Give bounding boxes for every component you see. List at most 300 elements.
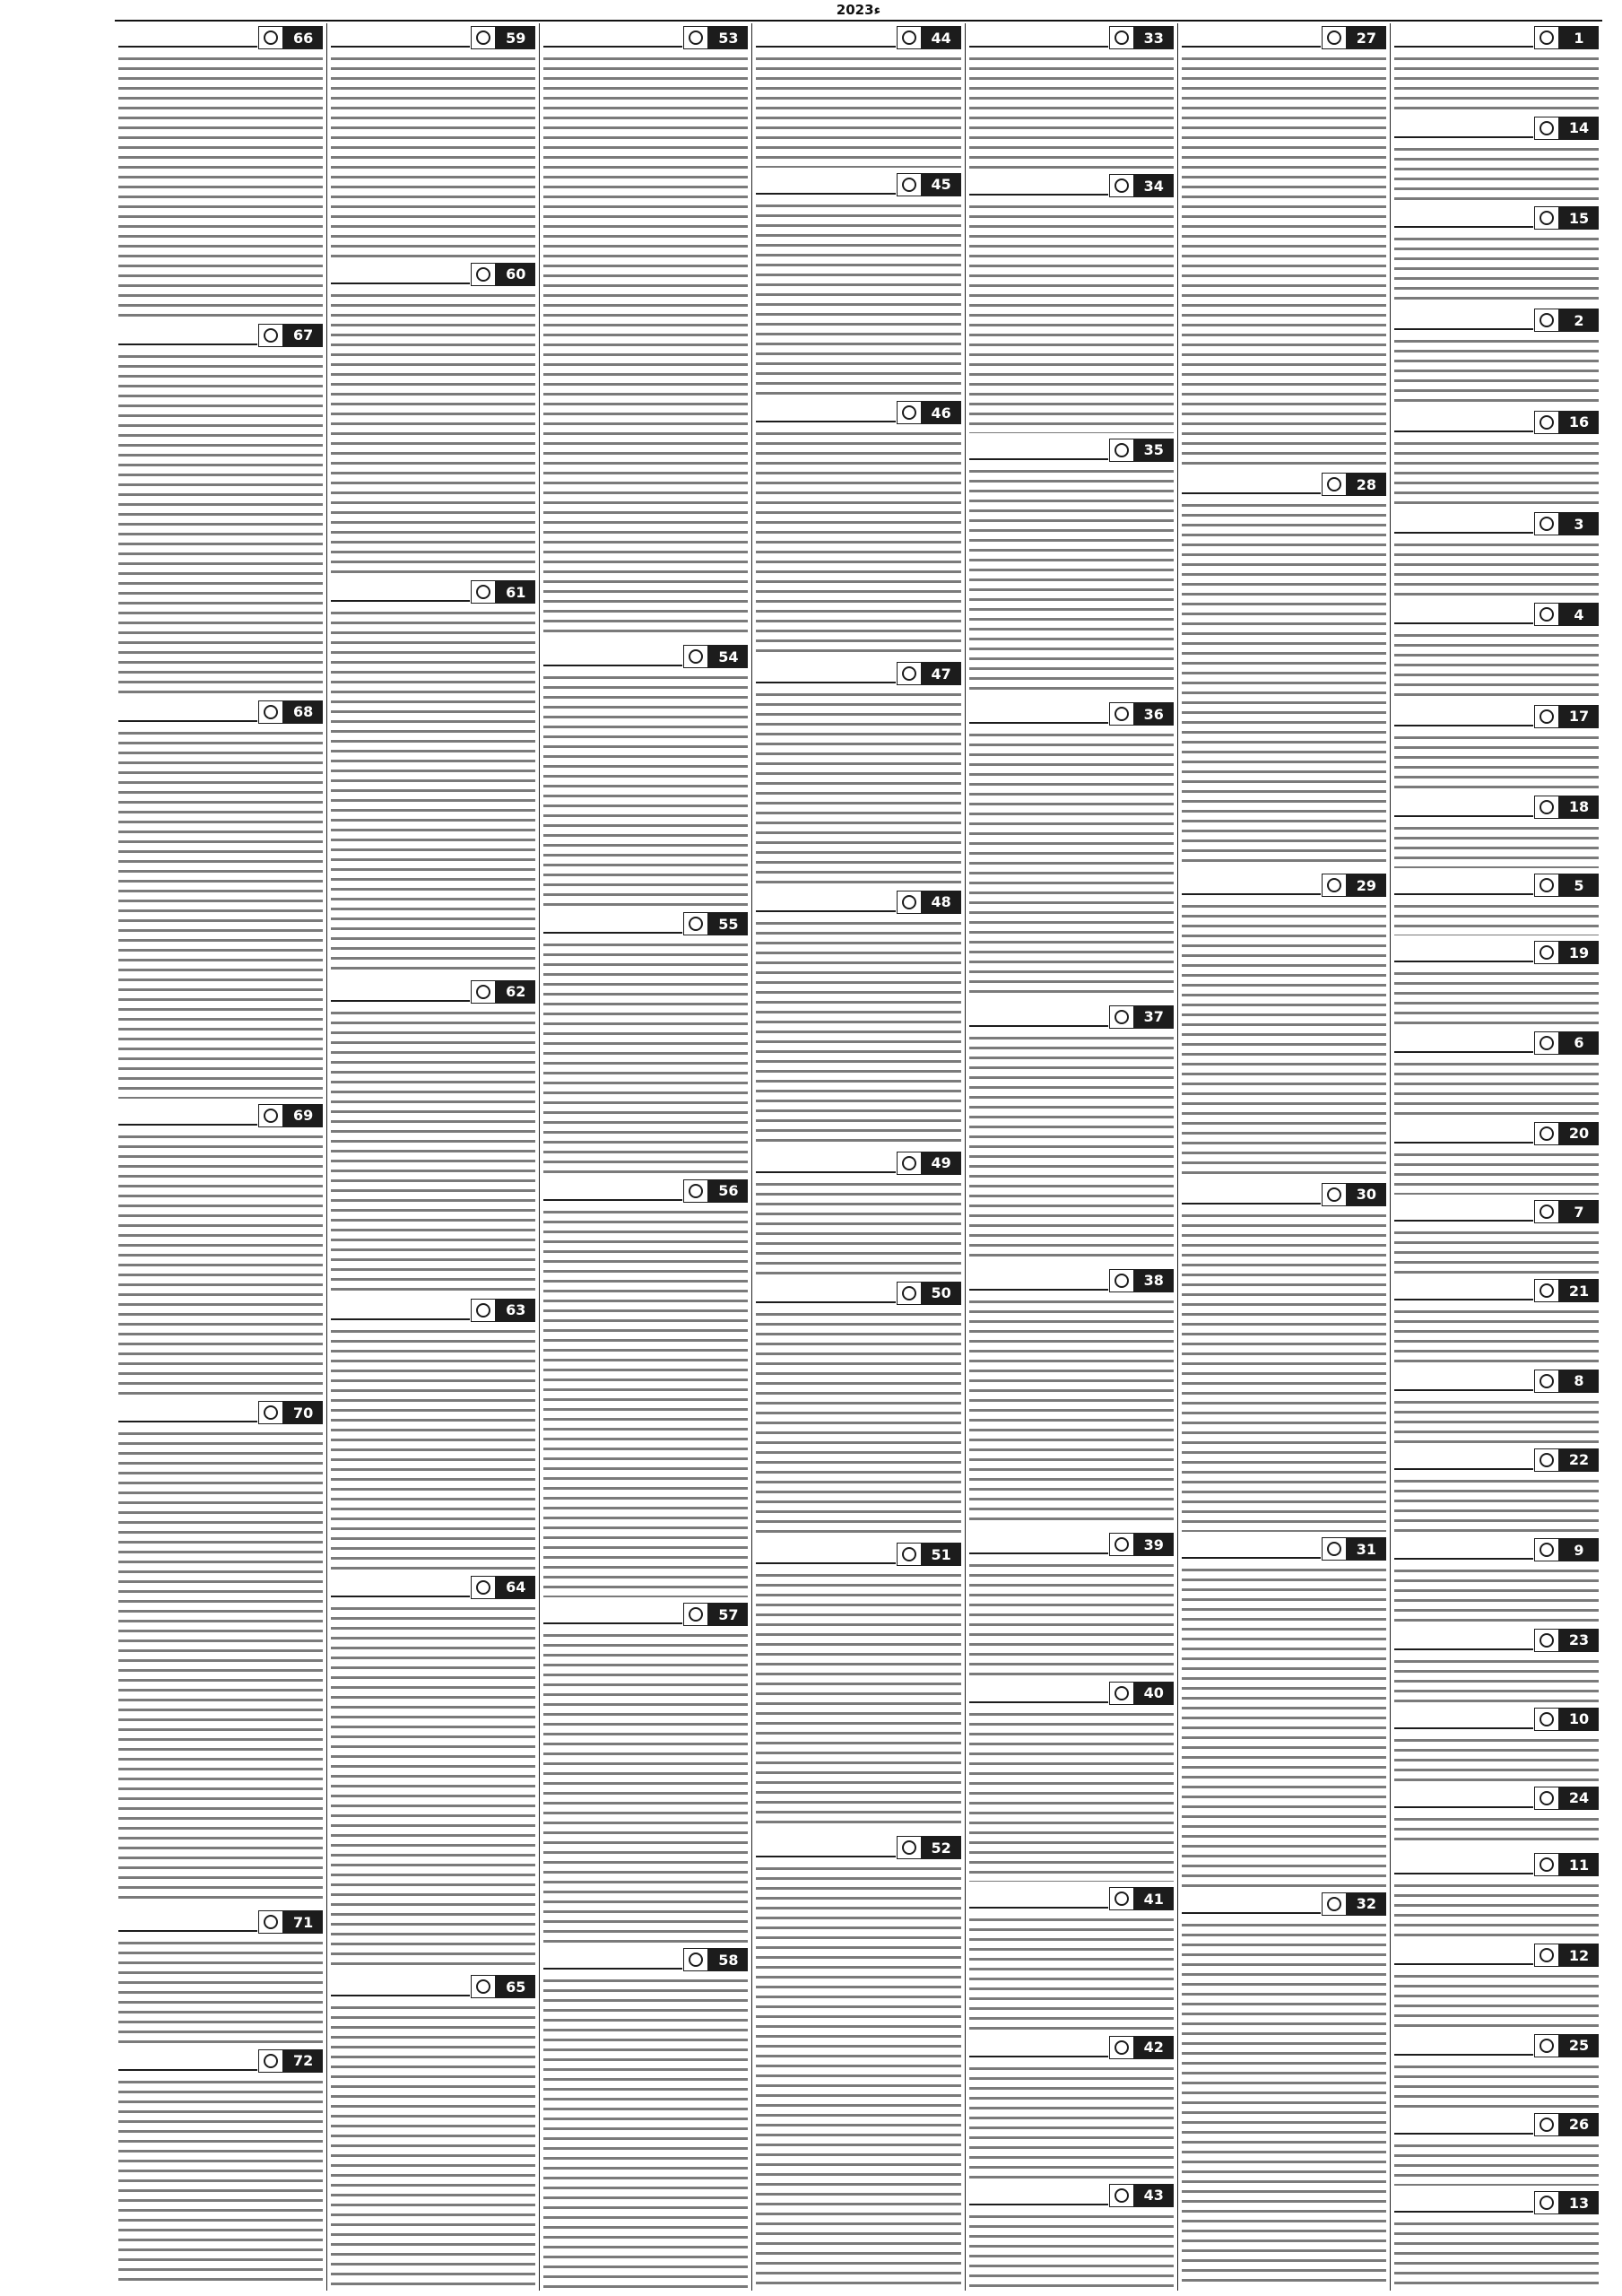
news-item-header bbox=[1182, 874, 1386, 897]
logo-mark-icon bbox=[689, 917, 703, 931]
news-item-number: 35 bbox=[1134, 439, 1174, 462]
logo-mark-icon bbox=[1540, 1633, 1554, 1648]
news-item-number: 23 bbox=[1559, 1629, 1599, 1652]
news-item bbox=[1394, 306, 1599, 408]
header-rule bbox=[1394, 411, 1533, 432]
news-item-number: 32 bbox=[1347, 1892, 1386, 1916]
logo-mark-icon bbox=[1540, 1857, 1554, 1872]
news-column-3 bbox=[965, 23, 1177, 2291]
news-item-text bbox=[1394, 335, 1599, 405]
logo-mark-icon bbox=[476, 30, 490, 45]
news-item-text bbox=[331, 53, 535, 257]
news-item-text bbox=[1182, 1564, 1386, 1887]
header-rule bbox=[331, 263, 470, 284]
newspaper-logo-icon bbox=[683, 26, 708, 49]
newspaper-logo-icon bbox=[1109, 702, 1134, 726]
logo-mark-icon bbox=[264, 1109, 278, 1123]
news-item bbox=[1182, 1180, 1386, 1535]
news-item-text bbox=[969, 1032, 1174, 1264]
header-rule bbox=[118, 1401, 257, 1422]
newspaper-logo-icon bbox=[897, 1282, 922, 1305]
news-item-text bbox=[543, 53, 748, 639]
news-item-header bbox=[1394, 1448, 1599, 1472]
news-item-number: 31 bbox=[1347, 1537, 1386, 1561]
logo-mark-icon bbox=[264, 328, 278, 343]
newspaper-logo-icon bbox=[471, 980, 496, 1004]
logo-mark-icon bbox=[476, 585, 490, 599]
news-item-header bbox=[118, 324, 323, 347]
news-item-number: 60 bbox=[496, 263, 535, 286]
news-item-header bbox=[756, 1152, 960, 1175]
newspaper-logo-icon bbox=[1534, 1200, 1559, 1223]
newspaper-logo-icon bbox=[471, 580, 496, 604]
news-item-text bbox=[1394, 539, 1599, 597]
news-item-number: 8 bbox=[1559, 1370, 1599, 1393]
news-item-text bbox=[1394, 1880, 1599, 1938]
header-rule bbox=[969, 1682, 1108, 1703]
news-item-number: 42 bbox=[1134, 2036, 1174, 2059]
news-item-number: 51 bbox=[922, 1543, 961, 1566]
newspaper-logo-icon bbox=[471, 1975, 496, 1998]
news-item-header bbox=[1394, 1279, 1599, 1302]
news-item-header bbox=[1394, 411, 1599, 434]
news-item bbox=[1394, 1029, 1599, 1119]
news-item bbox=[1394, 1705, 1599, 1784]
logo-mark-icon bbox=[1540, 1543, 1554, 1557]
logo-mark-icon bbox=[902, 30, 916, 45]
news-item-number: 67 bbox=[283, 324, 323, 347]
news-item-text bbox=[756, 1570, 960, 1831]
news-item-number: 34 bbox=[1134, 174, 1174, 197]
news-item bbox=[1394, 408, 1599, 510]
news-item-number: 1 bbox=[1559, 26, 1599, 49]
news-item-text bbox=[1394, 1656, 1599, 1702]
news-item-number: 71 bbox=[283, 1910, 323, 1934]
news-item-header bbox=[543, 912, 748, 935]
newspaper-logo-icon bbox=[258, 700, 283, 724]
news-item-text bbox=[543, 672, 748, 907]
news-item-header bbox=[1394, 309, 1599, 332]
news-item-header bbox=[756, 26, 960, 49]
logo-mark-icon bbox=[1540, 1036, 1554, 1050]
news-item-number: 6 bbox=[1559, 1031, 1599, 1055]
news-item-number: 26 bbox=[1559, 2113, 1599, 2136]
newspaper-logo-icon bbox=[258, 1104, 283, 1127]
news-item bbox=[1394, 1850, 1599, 1941]
newspaper-logo-icon bbox=[1534, 1787, 1559, 1810]
logo-mark-icon bbox=[1115, 178, 1129, 193]
news-item-header bbox=[756, 1543, 960, 1566]
news-item-text bbox=[969, 1296, 1174, 1527]
header-rule bbox=[118, 1104, 257, 1126]
news-item-number: 28 bbox=[1347, 473, 1386, 496]
news-item-header bbox=[969, 1533, 1174, 1556]
newspaper-logo-icon bbox=[1534, 941, 1559, 964]
logo-mark-icon bbox=[1115, 1892, 1129, 1906]
header-rule bbox=[1394, 1853, 1533, 1874]
news-item-number: 69 bbox=[283, 1104, 323, 1127]
header-rule bbox=[1394, 26, 1533, 48]
news-item-header bbox=[331, 1975, 535, 1998]
logo-mark-icon bbox=[1115, 2188, 1129, 2203]
newspaper-logo-icon bbox=[897, 1836, 922, 1859]
news-item-number: 14 bbox=[1559, 117, 1599, 140]
header-rule bbox=[1182, 26, 1321, 48]
news-item bbox=[1394, 871, 1599, 938]
news-item-header bbox=[1394, 1853, 1599, 1876]
logo-mark-icon bbox=[476, 1979, 490, 1994]
news-item-text bbox=[1394, 233, 1599, 303]
news-item bbox=[969, 171, 1174, 435]
news-item-header bbox=[1394, 2191, 1599, 2214]
news-item-text bbox=[1394, 1813, 1599, 1848]
logo-mark-icon bbox=[1540, 1283, 1554, 1298]
header-rule bbox=[118, 2049, 257, 2071]
logo-mark-icon bbox=[689, 1607, 703, 1622]
newspaper-logo-icon bbox=[1534, 26, 1559, 49]
news-item-text bbox=[331, 607, 535, 975]
newspaper-logo-icon bbox=[1534, 1279, 1559, 1302]
news-item-text bbox=[1182, 53, 1386, 467]
news-item bbox=[331, 978, 535, 1296]
news-item-header bbox=[1394, 1944, 1599, 1967]
news-item-text bbox=[1394, 968, 1599, 1026]
header-rule bbox=[543, 1603, 682, 1624]
logo-mark-icon bbox=[1115, 2040, 1129, 2055]
news-item-number: 40 bbox=[1134, 1682, 1174, 1705]
news-item-text bbox=[118, 351, 323, 695]
news-item bbox=[1394, 1784, 1599, 1851]
news-item-header bbox=[1182, 473, 1386, 496]
news-item-text bbox=[118, 727, 323, 1099]
newspaper-logo-icon bbox=[1534, 1370, 1559, 1393]
news-item-text bbox=[1394, 1149, 1599, 1196]
news-item-header bbox=[1394, 512, 1599, 535]
news-item bbox=[1394, 204, 1599, 306]
news-item-text bbox=[1394, 1970, 1599, 2029]
news-item bbox=[331, 1573, 535, 1973]
news-item-text bbox=[1394, 2140, 1599, 2187]
news-item-number: 33 bbox=[1134, 26, 1174, 49]
header-rule bbox=[543, 912, 682, 934]
news-item-header bbox=[331, 1299, 535, 1322]
news-item bbox=[1394, 600, 1599, 702]
news-item-header bbox=[1394, 117, 1599, 140]
header-rule bbox=[543, 1179, 682, 1201]
news-item-number: 43 bbox=[1134, 2184, 1174, 2207]
news-item-header bbox=[756, 662, 960, 685]
newspaper-logo-icon bbox=[1322, 1537, 1347, 1561]
news-item bbox=[969, 700, 1174, 1003]
news-item-text bbox=[543, 939, 748, 1174]
newspaper-logo-icon bbox=[1534, 309, 1559, 332]
newspaper-logo-icon bbox=[897, 662, 922, 685]
header-rule bbox=[543, 645, 682, 666]
news-item-header bbox=[118, 1910, 323, 1934]
logo-mark-icon bbox=[1327, 1542, 1341, 1556]
news-item-header bbox=[1394, 941, 1599, 964]
logo-mark-icon bbox=[902, 1286, 916, 1300]
news-item bbox=[756, 888, 960, 1149]
news-item-header bbox=[1394, 603, 1599, 626]
news-item-header bbox=[969, 2036, 1174, 2059]
news-item-text bbox=[969, 1560, 1174, 1675]
news-item bbox=[756, 1833, 960, 2291]
news-item-text bbox=[543, 1975, 748, 2288]
news-item-number: 39 bbox=[1134, 1533, 1174, 1556]
logo-mark-icon bbox=[689, 1952, 703, 1967]
news-item bbox=[118, 1398, 323, 1908]
news-item-number: 36 bbox=[1134, 702, 1174, 726]
header-rule bbox=[1394, 206, 1533, 228]
logo-mark-icon bbox=[1540, 1712, 1554, 1726]
news-item-number: 2 bbox=[1559, 309, 1599, 332]
news-item-number: 44 bbox=[922, 26, 961, 49]
header-rule bbox=[1394, 1708, 1533, 1729]
news-item-header bbox=[1182, 1892, 1386, 1916]
news-item bbox=[1394, 1276, 1599, 1367]
header-rule bbox=[1394, 1944, 1533, 1965]
logo-mark-icon bbox=[476, 1303, 490, 1318]
logo-mark-icon bbox=[1327, 477, 1341, 491]
header-rule bbox=[969, 174, 1108, 196]
newspaper-logo-icon bbox=[1534, 2191, 1559, 2214]
news-item-number: 53 bbox=[708, 26, 748, 49]
news-item-header bbox=[756, 1282, 960, 1305]
newspaper-logo-icon bbox=[1534, 874, 1559, 897]
news-item-text bbox=[1394, 1565, 1599, 1623]
news-item-header bbox=[331, 26, 535, 49]
news-item bbox=[1394, 1446, 1599, 1536]
news-item-number: 11 bbox=[1559, 1853, 1599, 1876]
newspaper-logo-icon bbox=[1109, 174, 1134, 197]
news-item-number: 20 bbox=[1559, 1122, 1599, 1145]
news-item-header bbox=[969, 1682, 1174, 1705]
logo-mark-icon bbox=[1540, 211, 1554, 225]
news-item-number: 72 bbox=[283, 2049, 323, 2073]
header-rule bbox=[118, 26, 257, 48]
news-item-text bbox=[969, 729, 1174, 1000]
newspaper-logo-icon bbox=[1534, 512, 1559, 535]
news-item bbox=[118, 23, 323, 321]
logo-mark-icon bbox=[1540, 30, 1554, 45]
news-item-header bbox=[756, 401, 960, 424]
newspaper-logo-icon bbox=[1109, 26, 1134, 49]
news-item-number: 49 bbox=[922, 1152, 961, 1175]
logo-mark-icon bbox=[1540, 878, 1554, 892]
news-item-number: 66 bbox=[283, 26, 323, 49]
news-item-text bbox=[756, 918, 960, 1146]
header-rule bbox=[1182, 1537, 1321, 1559]
news-column-4 bbox=[751, 23, 964, 2291]
header-rule bbox=[1394, 309, 1533, 330]
header-rule bbox=[969, 1005, 1108, 1027]
news-item bbox=[543, 909, 748, 1177]
newspaper-logo-icon bbox=[1109, 1682, 1134, 1705]
news-item-text bbox=[1182, 1919, 1386, 2288]
news-item-text bbox=[1394, 2061, 1599, 2108]
news-item bbox=[756, 398, 960, 659]
news-item bbox=[543, 1945, 748, 2291]
news-item bbox=[1394, 1367, 1599, 1446]
news-item-header bbox=[1394, 1200, 1599, 1223]
news-item-text bbox=[331, 1326, 535, 1570]
news-item-text bbox=[969, 1914, 1174, 2030]
logo-mark-icon bbox=[1540, 607, 1554, 622]
news-item-text bbox=[118, 53, 323, 318]
news-item-text bbox=[118, 2076, 323, 2288]
news-item-number: 30 bbox=[1347, 1183, 1386, 1206]
news-item-text bbox=[1182, 1210, 1386, 1533]
logo-mark-icon bbox=[689, 30, 703, 45]
news-item bbox=[1394, 2188, 1599, 2291]
news-item bbox=[969, 1679, 1174, 1885]
news-item-header bbox=[969, 702, 1174, 726]
news-item-text bbox=[969, 1709, 1174, 1883]
news-item-header bbox=[1394, 705, 1599, 728]
header-rule bbox=[1394, 603, 1533, 624]
news-item-number: 68 bbox=[283, 700, 323, 724]
logo-mark-icon bbox=[1540, 1948, 1554, 1962]
header-rule bbox=[1182, 1183, 1321, 1205]
header-rule bbox=[1182, 1892, 1321, 1914]
news-item bbox=[1182, 23, 1386, 470]
news-item-number: 9 bbox=[1559, 1538, 1599, 1561]
newspaper-logo-icon bbox=[1534, 2113, 1559, 2136]
newspaper-logo-icon bbox=[1534, 411, 1559, 434]
newspaper-logo-icon bbox=[683, 1948, 708, 1971]
newspaper-logo-icon bbox=[897, 401, 922, 424]
news-item-header bbox=[1394, 26, 1599, 49]
news-item bbox=[756, 1540, 960, 1833]
news-item-text bbox=[331, 1603, 535, 1970]
logo-mark-icon bbox=[902, 895, 916, 909]
header-rule bbox=[543, 26, 682, 48]
news-item-header bbox=[969, 26, 1174, 49]
news-item-header bbox=[118, 1401, 323, 1424]
news-item-header bbox=[543, 1179, 748, 1203]
header-rule bbox=[1182, 473, 1321, 494]
news-item-number: 62 bbox=[496, 980, 535, 1004]
header-rule bbox=[331, 580, 470, 602]
newspaper-logo-icon bbox=[1322, 473, 1347, 496]
news-item-text bbox=[756, 1863, 960, 2288]
masthead bbox=[115, 0, 1602, 20]
header-rule bbox=[331, 1576, 470, 1597]
news-item bbox=[969, 1266, 1174, 1530]
newspaper-logo-icon bbox=[1534, 1448, 1559, 1472]
logo-mark-icon bbox=[1327, 1897, 1341, 1911]
news-item bbox=[1182, 871, 1386, 1179]
newspaper-logo-icon bbox=[471, 1576, 496, 1599]
news-item bbox=[118, 1101, 323, 1399]
newspaper-logo-icon bbox=[1322, 26, 1347, 49]
news-column-5 bbox=[539, 23, 751, 2291]
news-item-number: 37 bbox=[1134, 1005, 1174, 1029]
newspaper-logo-icon bbox=[1109, 1533, 1134, 1556]
header-rule bbox=[543, 1948, 682, 1970]
newspaper-logo-icon bbox=[897, 26, 922, 49]
logo-mark-icon bbox=[1115, 1010, 1129, 1024]
header-rule bbox=[1394, 2034, 1533, 2056]
news-item-text bbox=[1394, 1396, 1599, 1443]
news-item bbox=[1394, 114, 1599, 204]
header-rule bbox=[118, 700, 257, 722]
logo-mark-icon bbox=[1540, 517, 1554, 531]
news-item bbox=[1394, 1119, 1599, 1198]
news-item-number: 50 bbox=[922, 1282, 961, 1305]
newspaper-logo-icon bbox=[897, 1152, 922, 1175]
news-item-number: 48 bbox=[922, 891, 961, 914]
news-item-number: 18 bbox=[1559, 796, 1599, 819]
logo-mark-icon bbox=[1540, 313, 1554, 327]
logo-mark-icon bbox=[1540, 945, 1554, 960]
header-rule bbox=[969, 2036, 1108, 2057]
news-item bbox=[331, 260, 535, 578]
header-rule bbox=[1394, 2191, 1533, 2213]
header-rule bbox=[331, 1975, 470, 1996]
newspaper-logo-icon bbox=[258, 2049, 283, 2073]
logo-mark-icon bbox=[1540, 1453, 1554, 1467]
news-item-header bbox=[118, 700, 323, 724]
news-item-header bbox=[1394, 1708, 1599, 1731]
logo-mark-icon bbox=[1327, 1187, 1341, 1202]
news-item-number: 64 bbox=[496, 1576, 535, 1599]
header-rule bbox=[756, 26, 895, 48]
newspaper-logo-icon bbox=[683, 1603, 708, 1626]
news-item bbox=[1394, 702, 1599, 793]
header-rule bbox=[331, 980, 470, 1002]
logo-mark-icon bbox=[1327, 878, 1341, 892]
news-item-number: 27 bbox=[1347, 26, 1386, 49]
news-item-number: 21 bbox=[1559, 1279, 1599, 1302]
news-item bbox=[969, 1530, 1174, 1678]
news-item bbox=[756, 1279, 960, 1540]
news-item-header bbox=[118, 1104, 323, 1127]
news-item bbox=[756, 659, 960, 888]
header-rule bbox=[969, 2184, 1108, 2205]
news-item-number: 4 bbox=[1559, 603, 1599, 626]
logo-mark-icon bbox=[1115, 1537, 1129, 1552]
newspaper-logo-icon bbox=[1534, 1031, 1559, 1055]
news-item-header bbox=[1394, 1629, 1599, 1652]
newspaper-logo-icon bbox=[1109, 2184, 1134, 2207]
news-item bbox=[1394, 938, 1599, 1029]
newspaper-logo-icon bbox=[1534, 1944, 1559, 1967]
logo-mark-icon bbox=[902, 178, 916, 192]
news-column-2 bbox=[1177, 23, 1390, 2291]
news-item-header bbox=[1394, 874, 1599, 897]
newspaper-logo-icon bbox=[1534, 2034, 1559, 2057]
news-item bbox=[331, 578, 535, 978]
news-item-number: 22 bbox=[1559, 1448, 1599, 1472]
news-item-text bbox=[1394, 1306, 1599, 1364]
logo-mark-icon bbox=[902, 666, 916, 681]
date-line: 2023ء bbox=[836, 2, 881, 18]
news-item-number: 46 bbox=[922, 401, 961, 424]
newspaper-logo-icon bbox=[897, 1543, 922, 1566]
news-item-header bbox=[543, 645, 748, 668]
logo-mark-icon bbox=[1540, 415, 1554, 430]
header-rule bbox=[1394, 1787, 1533, 1808]
news-item bbox=[543, 642, 748, 909]
news-item bbox=[1182, 470, 1386, 871]
header-rule bbox=[1394, 1031, 1533, 1053]
news-item bbox=[756, 23, 960, 170]
news-item-number: 59 bbox=[496, 26, 535, 49]
header-rule bbox=[756, 1152, 895, 1173]
logo-mark-icon bbox=[1327, 30, 1341, 45]
